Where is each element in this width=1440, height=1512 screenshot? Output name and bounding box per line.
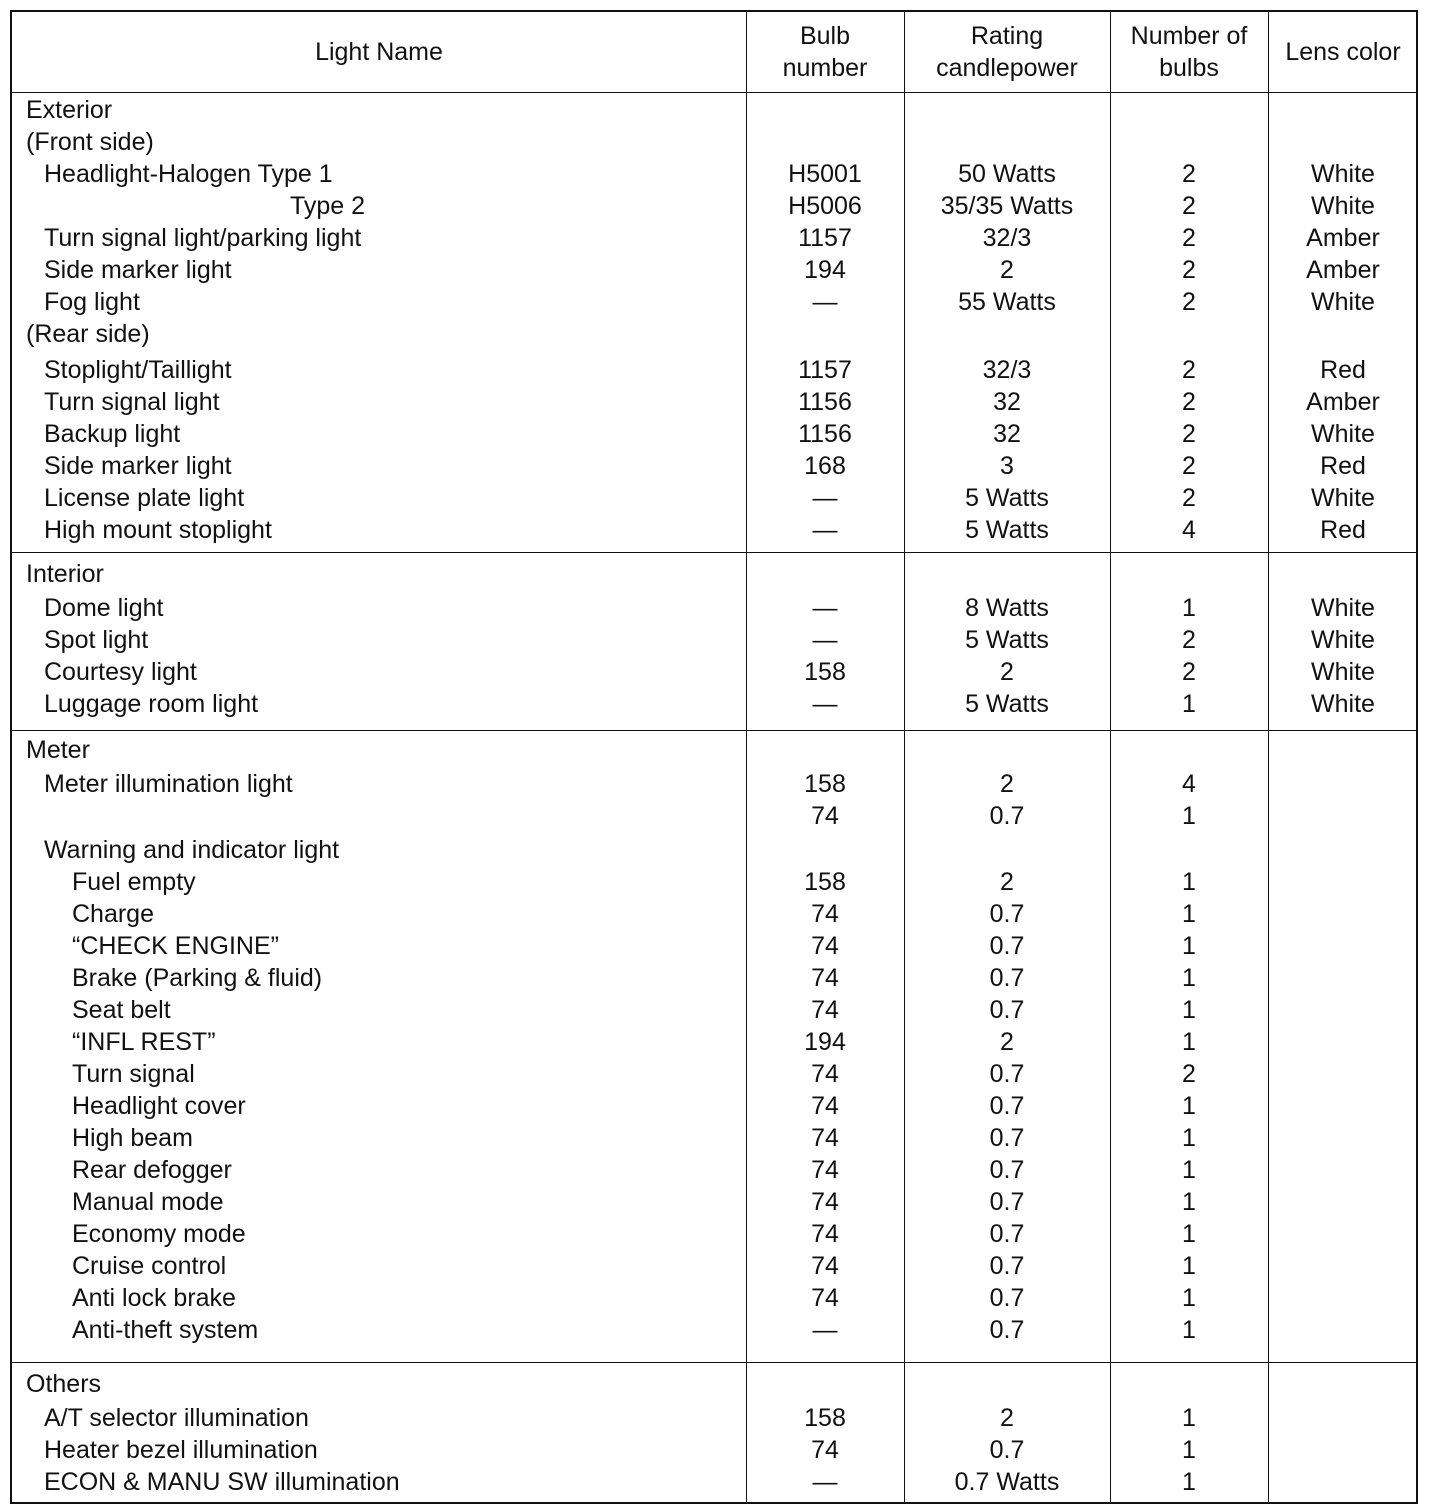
bulb-number-cell: — [812, 690, 838, 718]
lens-color-cell [1268, 94, 1418, 126]
bulb-number-cell: H5001 [788, 160, 862, 188]
bulb-number-cell [746, 318, 904, 350]
bulb-number-cell: — [812, 484, 838, 512]
rating-cell: 0.7 [989, 1436, 1025, 1464]
table-row [12, 1186, 1416, 1218]
table-row [12, 254, 1416, 286]
bulb-count-cell: 2 [1182, 288, 1196, 316]
bulb-count-cell: 1 [1182, 1156, 1196, 1184]
light-name-cell: Brake (Parking & fluid) [72, 964, 323, 992]
bulb-count-cell: 1 [1182, 996, 1196, 1024]
bulb-number-cell: 74 [811, 932, 839, 960]
bulb-count-cell [1110, 94, 1268, 126]
table-row [12, 1314, 1416, 1346]
bulb-number-cell: 74 [811, 1156, 839, 1184]
table-row [12, 286, 1416, 318]
table-row [12, 1090, 1416, 1122]
rating-cell [904, 126, 1110, 158]
lens-color-cell [1268, 1434, 1418, 1466]
bulb-number-cell: 158 [804, 770, 846, 798]
light-name-cell: Backup light [44, 420, 181, 448]
rating-cell: 0.7 [989, 1284, 1025, 1312]
light-name-cell: Turn signal light/parking light [44, 224, 362, 252]
rating-cell: 50 Watts [958, 160, 1056, 188]
table-row [12, 1368, 1416, 1400]
bulb-count-cell [1110, 1368, 1268, 1400]
table-row [12, 768, 1416, 800]
rating-cell [904, 318, 1110, 350]
bulb-count-cell: 1 [1182, 1220, 1196, 1248]
lens-color-cell [1268, 1368, 1418, 1400]
light-name-cell: A/T selector illumination [44, 1404, 309, 1432]
rating-cell: 0.7 [989, 900, 1025, 928]
lens-color-cell: White [1311, 594, 1375, 622]
bulb-number-cell [746, 734, 904, 766]
rating-cell: 0.7 [989, 802, 1025, 830]
rating-cell: 32/3 [982, 356, 1032, 384]
light-name-cell: Courtesy light [44, 658, 197, 686]
bulb-number-cell: — [812, 516, 838, 544]
light-name-cell: ECON & MANU SW illumination [44, 1468, 400, 1496]
table-row [12, 624, 1416, 656]
bulb-number-cell: 158 [804, 868, 846, 896]
table-row [12, 158, 1416, 190]
lens-color-cell: White [1311, 160, 1375, 188]
rating-cell: 5 Watts [965, 484, 1049, 512]
lens-color-cell [1268, 898, 1418, 930]
table-row [12, 318, 1416, 350]
lens-color-cell [1268, 930, 1418, 962]
header-light-name: Light Name [315, 38, 443, 66]
light-name-cell: “CHECK ENGINE” [72, 932, 279, 960]
table-row [12, 354, 1416, 386]
bulb-count-cell [1110, 558, 1268, 590]
lens-color-cell [1268, 734, 1418, 766]
table-row [12, 1026, 1416, 1058]
table-row [12, 1282, 1416, 1314]
bulb-number-cell: 74 [811, 1092, 839, 1120]
lens-color-cell [1268, 994, 1418, 1026]
bulb-number-cell: H5006 [788, 192, 862, 220]
table-row [12, 558, 1416, 590]
bulb-number-cell: 168 [804, 452, 846, 480]
table-row [12, 656, 1416, 688]
lens-color-cell [1268, 1122, 1418, 1154]
bulb-count-cell: 1 [1182, 1028, 1196, 1056]
rating-cell [904, 734, 1110, 766]
lens-color-cell [1268, 1186, 1418, 1218]
lens-color-cell: White [1311, 420, 1375, 448]
lens-color-cell: Red [1320, 356, 1366, 384]
bulb-number-cell: 1156 [798, 420, 852, 448]
light-name-cell: Others [26, 1370, 102, 1398]
lens-color-cell: White [1311, 658, 1375, 686]
lens-color-cell [1268, 318, 1418, 350]
section-divider [12, 730, 1416, 731]
bulb-count-cell: 1 [1182, 1436, 1196, 1464]
lens-color-cell: Amber [1306, 388, 1380, 416]
bulb-count-cell: 1 [1182, 1188, 1196, 1216]
table-row [12, 834, 1416, 866]
table-row [12, 898, 1416, 930]
lens-color-cell [1268, 800, 1418, 832]
bulb-number-cell: — [812, 288, 838, 316]
rating-cell: 35/35 Watts [940, 192, 1074, 220]
bulb-number-cell: 194 [804, 1028, 846, 1056]
rating-cell: 0.7 [989, 932, 1025, 960]
light-name-cell: Dome light [44, 594, 164, 622]
bulb-count-cell: 1 [1182, 1284, 1196, 1312]
bulb-count-cell: 1 [1182, 802, 1196, 830]
bulb-number-cell: 74 [811, 1284, 839, 1312]
bulb-count-cell: 2 [1182, 160, 1196, 188]
lens-color-cell [1268, 1058, 1418, 1090]
light-name-cell: Exterior [26, 96, 113, 124]
bulb-number-cell: 74 [811, 1124, 839, 1152]
table-row [12, 994, 1416, 1026]
rating-cell: 3 [1000, 452, 1014, 480]
bulb-count-cell: 1 [1182, 594, 1196, 622]
bulb-number-cell: 74 [811, 1252, 839, 1280]
table-row [12, 450, 1416, 482]
bulb-count-cell: 1 [1182, 1092, 1196, 1120]
light-name-cell: Fog light [44, 288, 140, 316]
bulb-number-cell: 158 [804, 658, 846, 686]
rating-cell: 0.7 [989, 996, 1025, 1024]
lens-color-cell [1268, 962, 1418, 994]
table-row [12, 1402, 1416, 1434]
light-name-cell: Luggage room light [44, 690, 259, 718]
light-name-cell: Spot light [44, 626, 149, 654]
bulb-count-cell: 1 [1182, 964, 1196, 992]
bulb-count-cell: 2 [1182, 1060, 1196, 1088]
bulb-number-cell: 1157 [798, 224, 852, 252]
rating-cell: 5 Watts [965, 626, 1049, 654]
rating-cell: 5 Watts [965, 690, 1049, 718]
table-row [12, 930, 1416, 962]
light-name-cell: Headlight cover [72, 1092, 246, 1120]
bulb-count-cell: 2 [1182, 484, 1196, 512]
rating-cell: 0.7 [989, 1220, 1025, 1248]
light-name-cell: Heater bezel illumination [44, 1436, 318, 1464]
table-row [12, 962, 1416, 994]
light-name-cell: Turn signal [72, 1060, 195, 1088]
lens-color-cell: White [1311, 626, 1375, 654]
bulb-count-cell: 1 [1182, 1404, 1196, 1432]
rating-cell: 5 Watts [965, 516, 1049, 544]
bulb-number-cell [746, 834, 904, 866]
table-row [12, 1218, 1416, 1250]
bulb-number-cell: 74 [811, 964, 839, 992]
bulb-number-cell: — [812, 594, 838, 622]
table-row [12, 592, 1416, 624]
bulb-count-cell: 4 [1182, 516, 1196, 544]
table-row [12, 1250, 1416, 1282]
bulb-count-cell: 1 [1182, 1252, 1196, 1280]
light-name-cell: (Rear side) [26, 320, 150, 348]
lens-color-cell [1268, 1090, 1418, 1122]
section-divider [12, 552, 1416, 553]
lens-color-cell [1268, 558, 1418, 590]
bulb-count-cell [1110, 318, 1268, 350]
bulb-number-cell [746, 558, 904, 590]
light-name-cell: High beam [72, 1124, 193, 1152]
rating-cell: 2 [1000, 256, 1014, 284]
rating-cell: 0.7 [989, 1092, 1025, 1120]
header-lens-color: Lens color [1285, 38, 1401, 66]
header-divider [12, 92, 1416, 93]
bulb-count-cell: 2 [1182, 626, 1196, 654]
table-row [12, 800, 1416, 832]
lens-color-cell: Red [1320, 452, 1366, 480]
bulb-count-cell: 1 [1182, 868, 1196, 896]
rating-cell: 32 [993, 420, 1021, 448]
table-row [12, 688, 1416, 720]
rating-cell: 0.7 Watts [954, 1468, 1060, 1496]
lens-color-cell [1268, 1282, 1418, 1314]
light-name-cell: License plate light [44, 484, 245, 512]
bulb-count-cell: 2 [1182, 420, 1196, 448]
lens-color-cell: Amber [1306, 224, 1380, 252]
bulb-number-cell: 1157 [798, 356, 852, 384]
lens-color-cell: Red [1320, 516, 1366, 544]
rating-cell: 2 [1000, 868, 1014, 896]
light-name-cell: Rear defogger [72, 1156, 232, 1184]
rating-cell: 2 [1000, 658, 1014, 686]
bulb-count-cell: 4 [1182, 770, 1196, 798]
light-name-cell: High mount stoplight [44, 516, 272, 544]
bulb-count-cell: 2 [1182, 356, 1196, 384]
lens-color-cell [1268, 1026, 1418, 1058]
table-row [12, 1058, 1416, 1090]
bulb-number-cell: — [812, 626, 838, 654]
lens-color-cell: Amber [1306, 256, 1380, 284]
rating-cell [904, 558, 1110, 590]
light-name-cell [26, 800, 764, 832]
lens-color-cell [1268, 1466, 1418, 1498]
bulb-count-cell: 1 [1182, 932, 1196, 960]
table-row [12, 418, 1416, 450]
bulb-count-cell [1110, 734, 1268, 766]
rating-cell [904, 834, 1110, 866]
rating-cell: 2 [1000, 1404, 1014, 1432]
rating-cell: 0.7 [989, 1188, 1025, 1216]
rating-cell: 2 [1000, 1028, 1014, 1056]
bulb-count-cell: 1 [1182, 1124, 1196, 1152]
bulb-count-cell: 1 [1182, 690, 1196, 718]
light-name-cell: (Front side) [26, 128, 154, 156]
bulb-specification-table [10, 10, 1418, 1504]
bulb-number-cell: 1156 [798, 388, 852, 416]
bulb-number-cell: 74 [811, 1060, 839, 1088]
bulb-count-cell [1110, 126, 1268, 158]
light-name-cell: Turn signal light [44, 388, 220, 416]
bulb-number-cell: — [812, 1316, 838, 1344]
bulb-number-cell: 158 [804, 1404, 846, 1432]
bulb-number-cell: 74 [811, 1220, 839, 1248]
bulb-number-cell [746, 126, 904, 158]
light-name-cell: Interior [26, 560, 104, 588]
light-name-cell: Anti-theft system [72, 1316, 259, 1344]
rating-cell: 55 Watts [958, 288, 1056, 316]
bulb-count-cell: 2 [1182, 388, 1196, 416]
header-bulb-number: Bulb number [782, 22, 868, 82]
bulb-number-cell: 194 [804, 256, 846, 284]
lens-color-cell: White [1311, 288, 1375, 316]
light-name-cell: Manual mode [72, 1188, 224, 1216]
lens-color-cell: White [1311, 484, 1375, 512]
lens-color-cell [1268, 1402, 1418, 1434]
table-row [12, 514, 1416, 546]
light-name-cell: Charge [72, 900, 154, 928]
light-name-cell: Stoplight/Taillight [44, 356, 232, 384]
lens-color-cell [1268, 1250, 1418, 1282]
table-row [12, 126, 1416, 158]
bulb-number-cell [746, 94, 904, 126]
bulb-count-cell: 2 [1182, 452, 1196, 480]
bulb-count-cell: 1 [1182, 1468, 1196, 1496]
lens-color-cell: White [1311, 192, 1375, 220]
light-name-cell: Anti lock brake [72, 1284, 236, 1312]
light-name-cell: Headlight-Halogen Type 1 [44, 160, 333, 188]
light-name-cell: Side marker light [44, 256, 232, 284]
bulb-count-cell: 2 [1182, 658, 1196, 686]
light-name-cell: Economy mode [72, 1220, 246, 1248]
lens-color-cell [1268, 866, 1418, 898]
bulb-count-cell: 2 [1182, 256, 1196, 284]
bulb-count-cell: 2 [1182, 192, 1196, 220]
rating-cell [904, 94, 1110, 126]
bulb-number-cell: — [812, 1468, 838, 1496]
light-name-cell: “INFL REST” [72, 1028, 216, 1056]
light-name-cell: Meter [26, 736, 90, 764]
table-row [12, 866, 1416, 898]
bulb-number-cell: 74 [811, 1188, 839, 1216]
light-name-cell: Type 2 [290, 192, 366, 220]
lens-color-cell [1268, 1314, 1418, 1346]
rating-cell: 0.7 [989, 964, 1025, 992]
lens-color-cell [1268, 1154, 1418, 1186]
bulb-count-cell: 2 [1182, 224, 1196, 252]
rating-cell: 0.7 [989, 1316, 1025, 1344]
table-row [12, 1466, 1416, 1498]
rating-cell: 0.7 [989, 1156, 1025, 1184]
table-row [12, 94, 1416, 126]
table-row [12, 1122, 1416, 1154]
lens-color-cell [1268, 1218, 1418, 1250]
table-row [12, 1154, 1416, 1186]
rating-cell: 2 [1000, 770, 1014, 798]
bulb-number-cell: 74 [811, 1436, 839, 1464]
header-rating: Rating candlepower [936, 22, 1078, 82]
rating-cell [904, 1368, 1110, 1400]
rating-cell: 0.7 [989, 1060, 1025, 1088]
table-row [12, 734, 1416, 766]
header-number-of-bulbs: Number of bulbs [1130, 22, 1248, 82]
bulb-count-cell: 1 [1182, 1316, 1196, 1344]
lens-color-cell [1268, 834, 1418, 866]
bulb-count-cell [1110, 834, 1268, 866]
light-name-cell: Seat belt [72, 996, 171, 1024]
table-row [12, 386, 1416, 418]
bulb-number-cell: 74 [811, 900, 839, 928]
section-divider [12, 1362, 1416, 1363]
table-row [12, 482, 1416, 514]
light-name-cell: Side marker light [44, 452, 232, 480]
lens-color-cell [1268, 768, 1418, 800]
table-row [12, 222, 1416, 254]
lens-color-cell [1268, 126, 1418, 158]
rating-cell: 8 Watts [965, 594, 1049, 622]
table-row [12, 190, 1416, 222]
rating-cell: 0.7 [989, 1124, 1025, 1152]
rating-cell: 0.7 [989, 1252, 1025, 1280]
light-name-cell: Fuel empty [72, 868, 196, 896]
rating-cell: 32 [993, 388, 1021, 416]
lens-color-cell: White [1311, 690, 1375, 718]
bulb-number-cell [746, 1368, 904, 1400]
table-row [12, 1434, 1416, 1466]
light-name-cell: Warning and indicator light [44, 836, 340, 864]
bulb-number-cell: 74 [811, 996, 839, 1024]
bulb-count-cell: 1 [1182, 900, 1196, 928]
rating-cell: 32/3 [982, 224, 1032, 252]
bulb-number-cell: 74 [811, 802, 839, 830]
light-name-cell: Cruise control [72, 1252, 227, 1280]
light-name-cell: Meter illumination light [44, 770, 293, 798]
